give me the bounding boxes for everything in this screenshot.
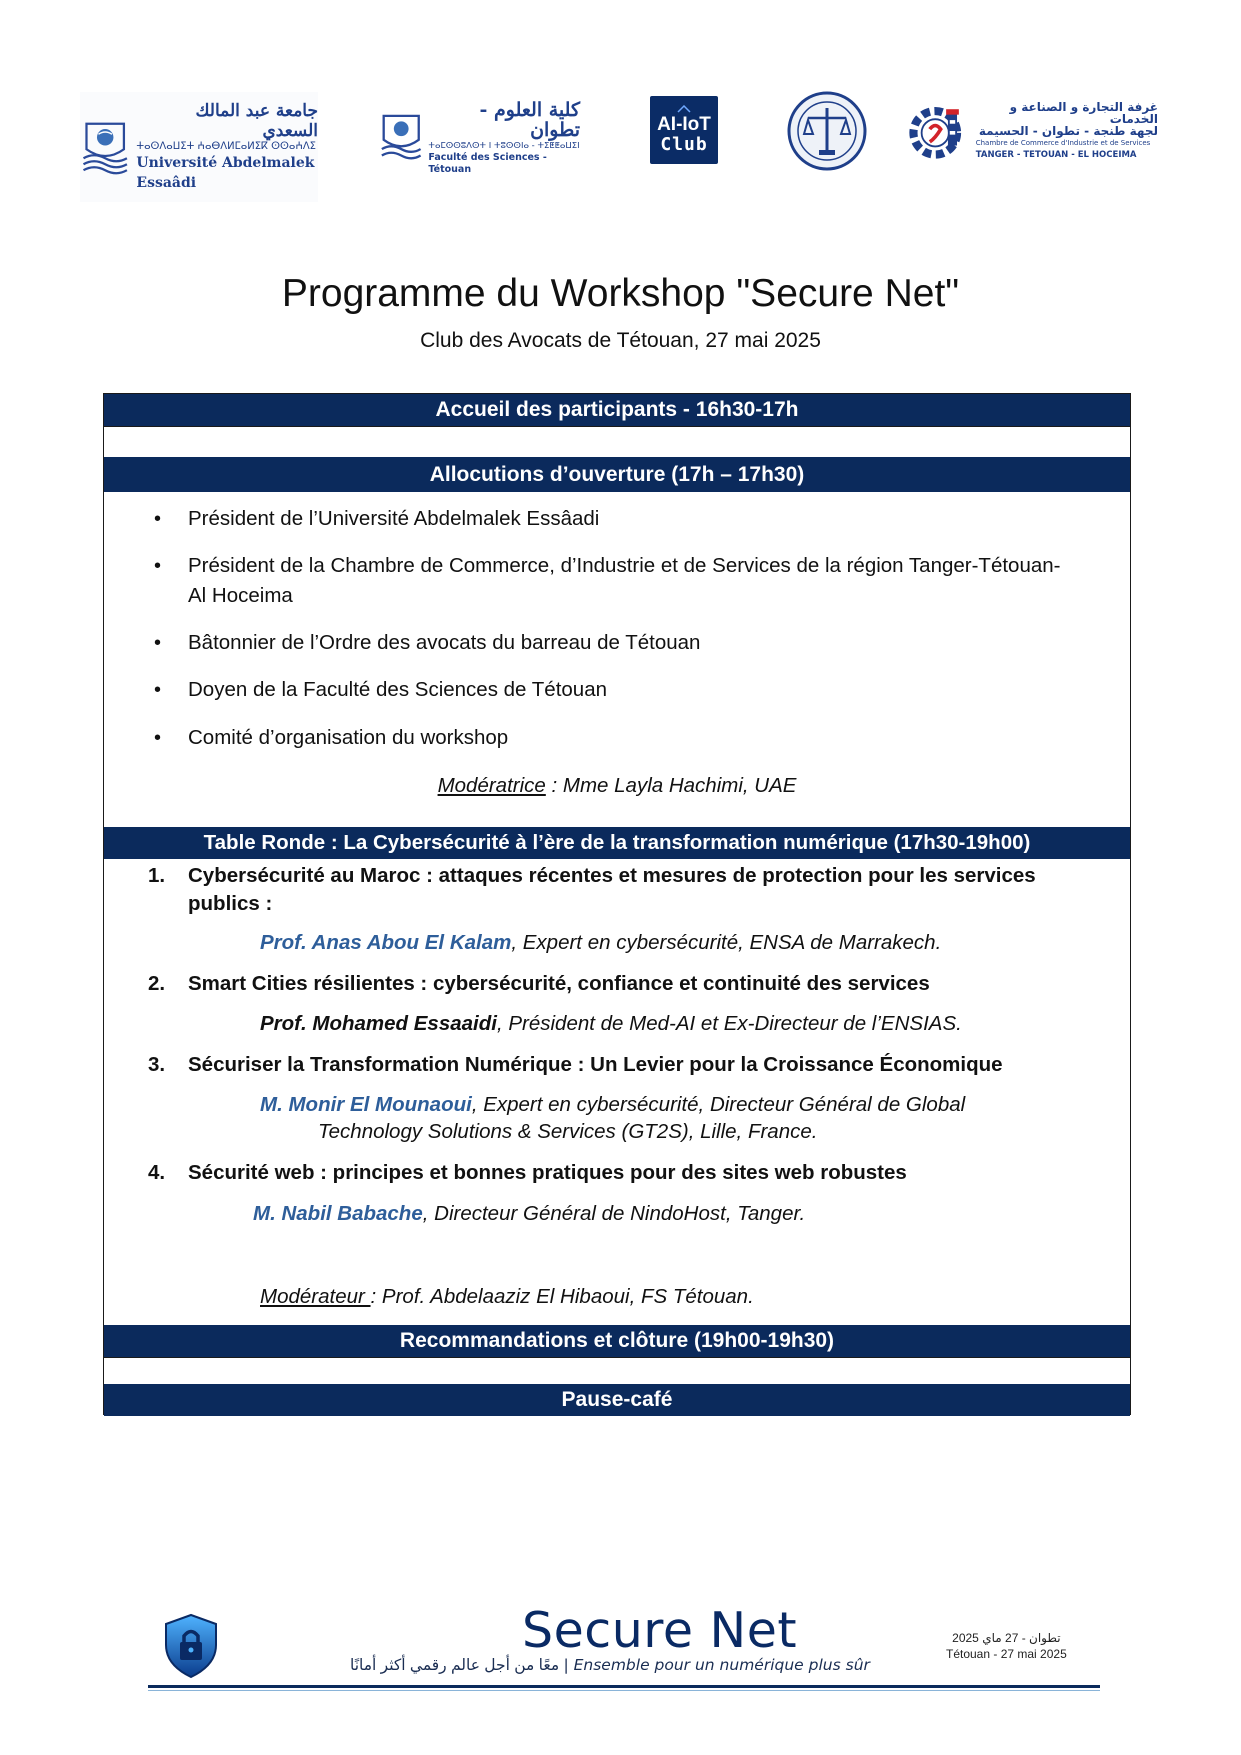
speaker-name: M. Monir El Mounaoui <box>260 1093 472 1116</box>
speaker <box>260 1010 962 1038</box>
opening-speaker: • Président de l’Université Abdelmalek Essâadi <box>188 504 599 534</box>
page-subtitle: Club des Avocats de Tétouan, 27 mai 2025 <box>420 329 821 352</box>
moderator-label: Modératrice <box>437 774 546 797</box>
topic-title: Sécurité web : principes et bonnes pratiques pour des sites web robustes <box>188 1161 907 1184</box>
coffee-break-band: Pause-café <box>104 1384 1130 1416</box>
roundtable-moderator <box>260 1285 754 1309</box>
network-icon <box>677 105 691 113</box>
faculty-french-name: Faculté des Sciences - Tétouan <box>428 152 547 175</box>
topic-title: Sécuriser la Transformation Numérique : Un Levier pour la Croissance Économique <box>188 1053 1003 1076</box>
ai-iot-label: AI-IoT <box>657 114 711 135</box>
speaker <box>260 1091 965 1119</box>
footer-rule-light <box>148 1690 1100 1691</box>
speaker <box>253 1200 805 1228</box>
roundtable-band: Table Ronde : La Cybersécurité à l’ère de la transformation numérique (17h30-19h00) <box>104 827 1130 859</box>
row-divider <box>104 426 1130 427</box>
topic-number: 1. <box>148 864 166 887</box>
topic-title <box>188 862 1118 918</box>
speaker <box>260 929 941 957</box>
ai-iot-club-logo <box>650 96 718 164</box>
lawyers-club-logo <box>786 90 868 172</box>
opening-speaker: • Comité d’organisation du workshop <box>188 723 508 753</box>
page-title: Programme du Workshop "Secure Net" <box>281 272 960 315</box>
ccis-french-name: Chambre de Commerce d'Industrie et de Services <box>975 139 1151 147</box>
topic-number: 4. <box>148 1161 166 1184</box>
speaker-role: , Expert en cybersécurité, Directeur Général de Global <box>471 1093 966 1116</box>
program-table <box>103 393 1131 1415</box>
gear-lighthouse-icon <box>908 99 970 163</box>
moderator-label: Modérateur <box>260 1285 371 1308</box>
opening-speaker-continuation: Al Hoceima <box>188 584 293 607</box>
speaker-role: , Directeur Général de NindoHost, Tanger. <box>422 1202 806 1225</box>
moderator-name: : Mme Layla Hachimi, UAE <box>545 774 797 797</box>
footer-brand: Secure Net <box>522 1602 798 1659</box>
ccis-arabic-line2: لجهة طنجة - تطوان - الحسيمة <box>978 124 1158 138</box>
faculty-tifinagh-name: ⵜⴰⵎⵙⵙⵓⴷⵙⵜ ⵏ ⵜⵓⵙⵙⵏⴰ - ⵜⵉⵟⵟⴰⵡⵉⵏ <box>428 141 580 151</box>
faculty-logo <box>380 99 580 175</box>
club-label: Club <box>660 134 708 155</box>
date-french: Tétouan - 27 mai 2025 <box>946 1647 1067 1661</box>
topic-number: 3. <box>148 1053 166 1076</box>
footer-slogan <box>350 1656 910 1675</box>
scales-of-justice-icon <box>786 90 868 172</box>
ccis-region: TANGER - TETOUAN - EL HOCEIMA <box>975 150 1137 160</box>
opening-speaker: • Doyen de la Faculté des Sciences de Tétouan <box>188 675 607 705</box>
opening-speaker: • Président de la Chambre de Commerce, d’Industrie et de Services de la région Tanger-Tétouan- <box>188 551 1060 581</box>
slogan-arabic: معًا من أجل عالم رقمي أكثر أمانًا <box>350 1657 560 1674</box>
uae-arabic-name: جامعة عبد المالك السعدي <box>195 101 318 141</box>
speaker-role: , Président de Med-AI et Ex-Directeur de l’ENSIAS. <box>496 1012 962 1035</box>
welcome-band: Accueil des participants - 16h30-17h <box>104 394 1130 426</box>
university-emblem-icon <box>82 110 128 184</box>
topic-title: Smart Cities résilientes : cybersécurité, confiance et continuité des services <box>188 972 930 995</box>
speaker-name: M. Nabil Babache <box>253 1202 423 1225</box>
slogan-french: | Ensemble pour un numérique plus sûr <box>563 1656 870 1674</box>
faculty-arabic-name: كلية العلوم - تطوان <box>479 99 580 141</box>
speaker-name: Prof. Mohamed Essaaidi <box>260 1012 497 1035</box>
footer-rule <box>148 1685 1100 1688</box>
footer-date <box>946 1630 1067 1662</box>
topic-line: Cybersécurité au Maroc : attaques récentes et mesures de protection pour les services <box>188 864 1036 887</box>
uae-tifinagh-name: ⵜⴰⵙⴷⴰⵡⵉⵜ ⵄⴰⴱⴷⵍⵎⴰⵍⵉⴽ ⵙⵙⴰⵄⴷⵉ <box>136 141 317 152</box>
row-divider <box>104 1357 1130 1358</box>
topic-line: publics : <box>188 892 273 915</box>
uae-logo <box>80 92 318 202</box>
topic-number: 2. <box>148 972 166 995</box>
opening-speaker: • Bâtonnier de l’Ordre des avocats du barreau de Tétouan <box>188 628 700 658</box>
faculty-emblem-icon <box>380 110 422 166</box>
ccis-logo <box>908 96 1158 166</box>
moderator-name: : Prof. Abdelaaziz El Hibaoui, FS Tétouan. <box>370 1285 754 1308</box>
opening-band: Allocutions d’ouverture (17h – 17h30) <box>104 457 1130 492</box>
ccis-arabic-line1: غرفة التجارة و الصناعة و الخدمات <box>1009 100 1158 126</box>
speaker-name: Prof. Anas Abou El Kalam <box>260 931 512 954</box>
speaker-role-continuation: Technology Solutions & Services (GT2S), Lille, France. <box>318 1120 818 1143</box>
opening-moderator <box>104 774 1130 798</box>
uae-french-name: Université Abdelmalek Essaâdi <box>136 155 315 191</box>
speaker-role: , Expert en cybersécurité, ENSA de Marrakech. <box>511 931 942 954</box>
shield-lock-icon <box>163 1613 219 1679</box>
closing-band: Recommandations et clôture (19h00-19h30) <box>104 1325 1130 1357</box>
date-arabic: تطوان - 27 ماي 2025 <box>952 1631 1061 1645</box>
